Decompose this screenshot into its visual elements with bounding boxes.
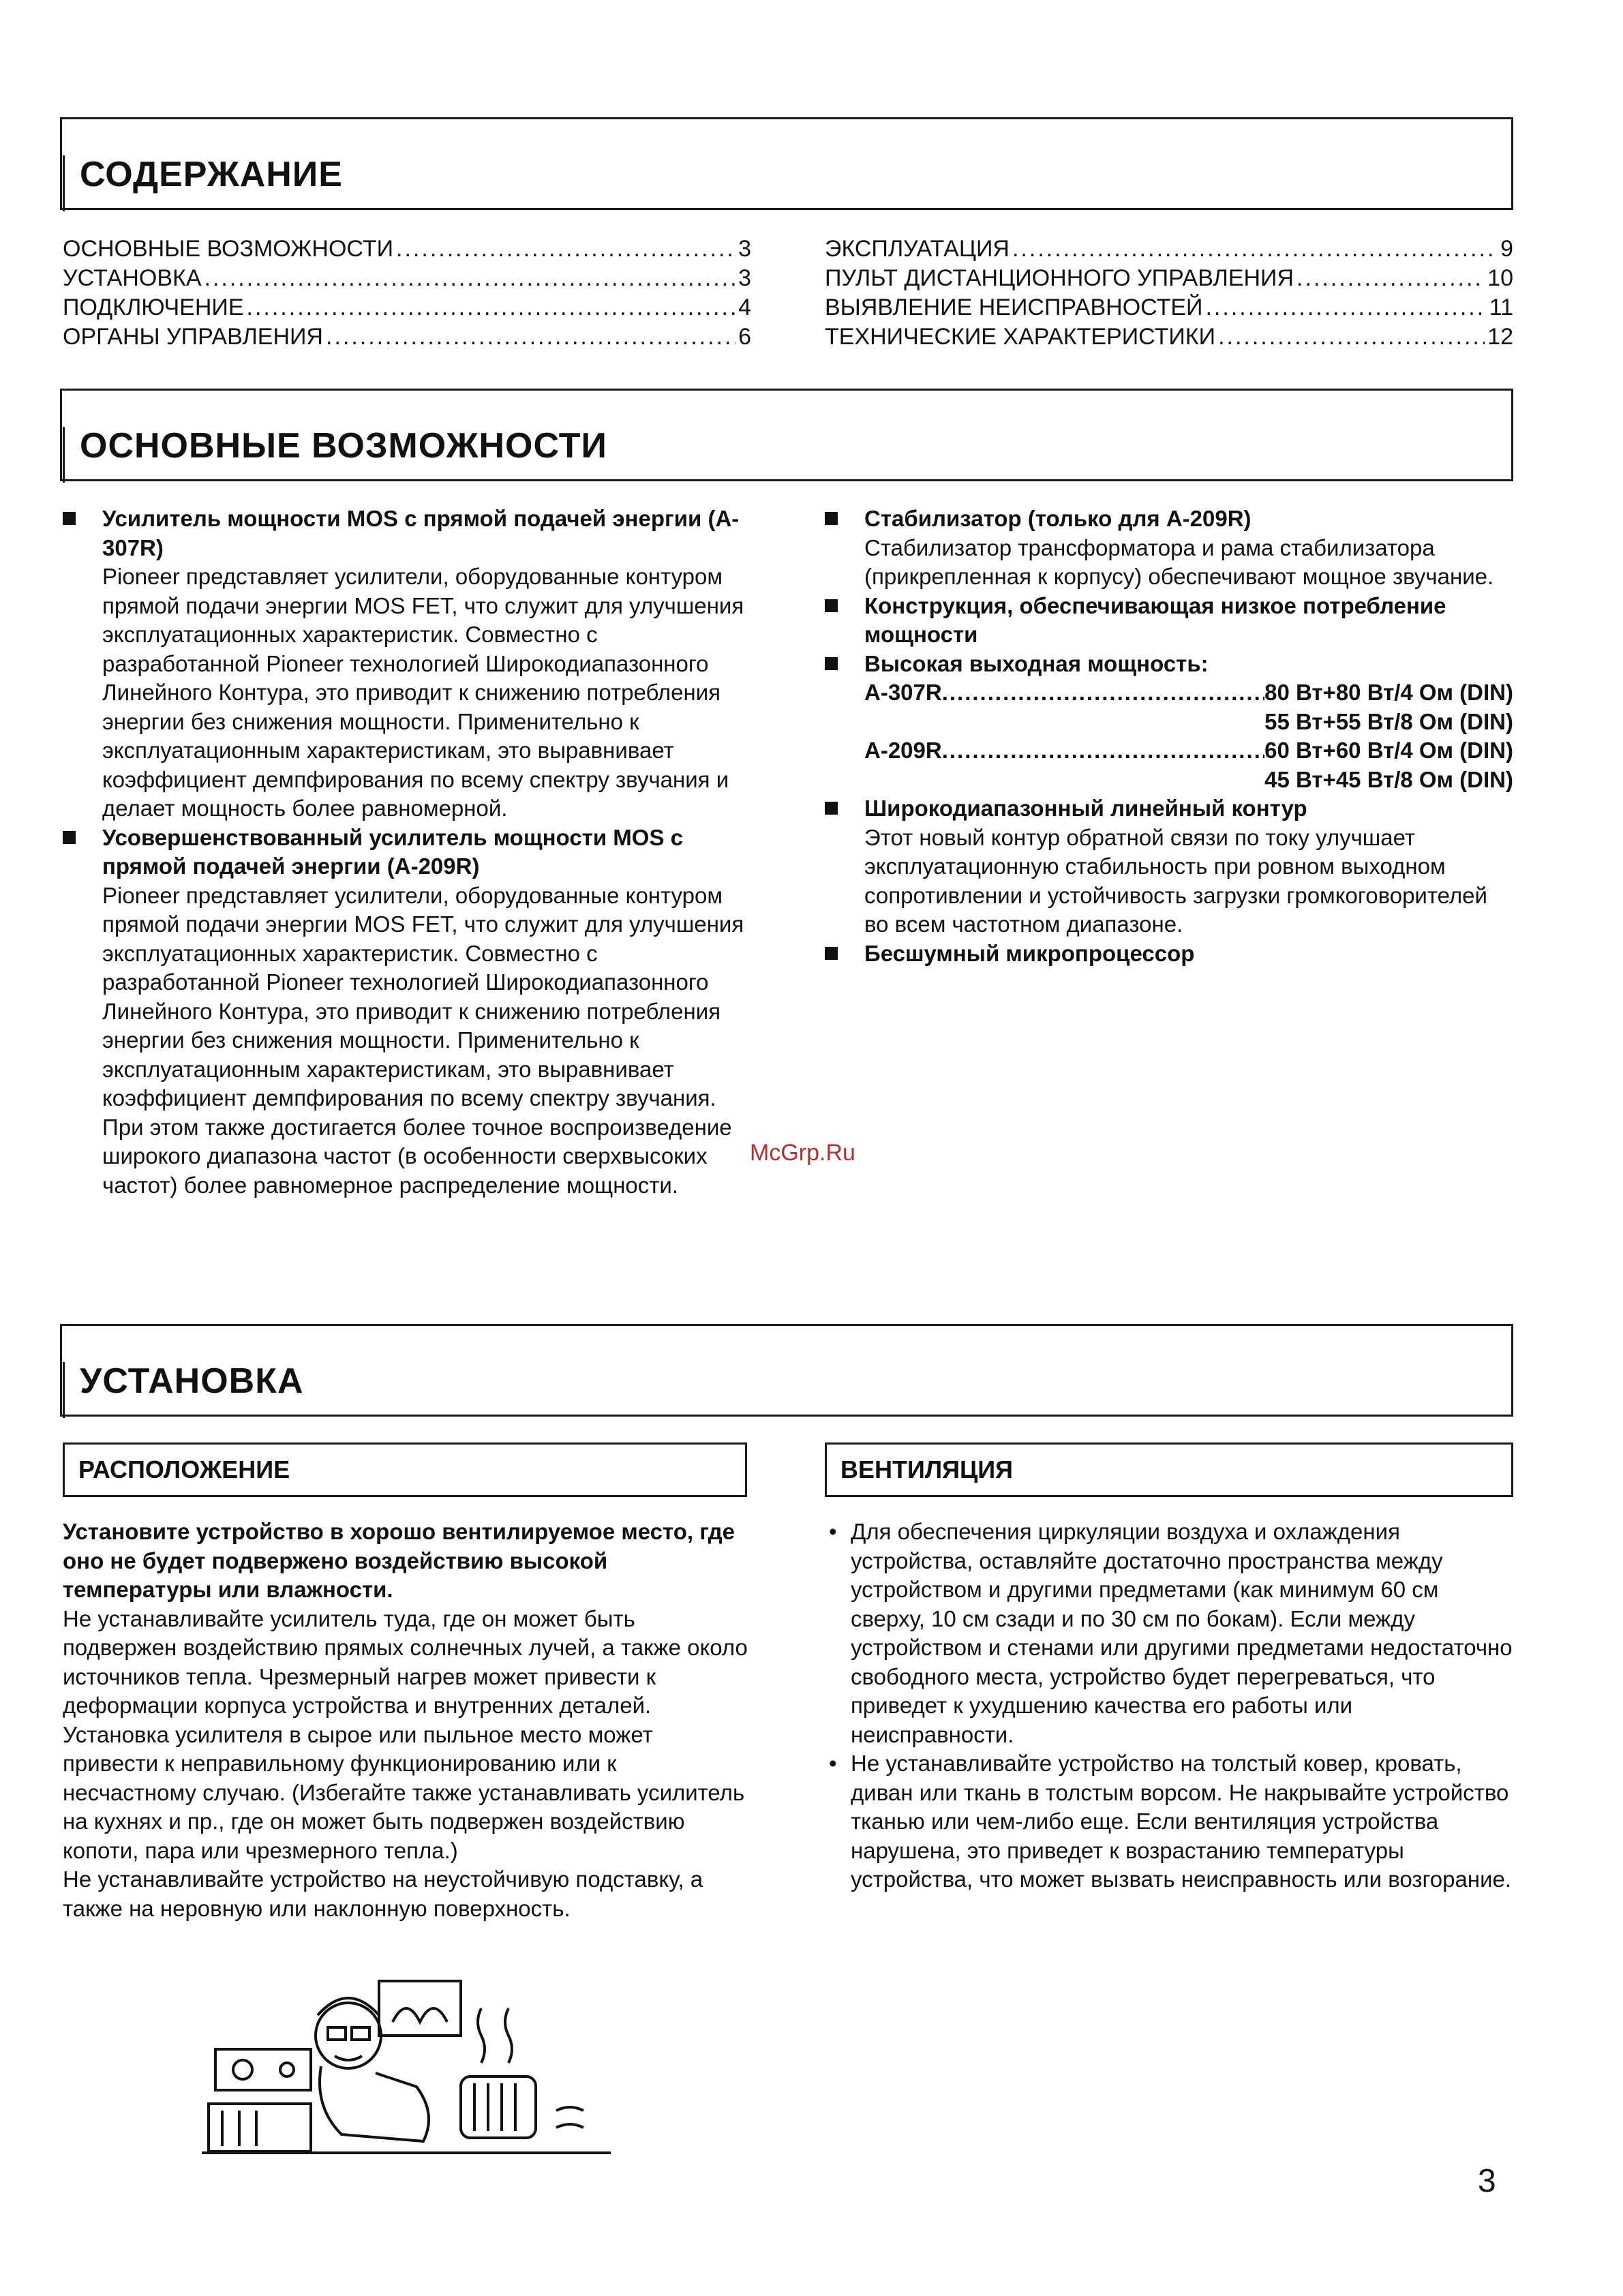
ventilation-heading: ВЕНТИЛЯЦИЯ	[825, 1442, 1513, 1497]
feature-body: Этот новый контур обратной связи по току улучшает эксплуатационную стабильность при ровном выходном сопротивлении и устойчивость загрузки громкоговорителей во всем частотном диапазоне.	[864, 824, 1487, 937]
feature-heading: Конструкция, обеспечивающая низкое потребление мощности	[864, 592, 1446, 647]
feature-item	[825, 592, 1513, 650]
toc-entry[interactable]: ПУЛЬТ ДИСТАНЦИОННОГО УПРАВЛЕНИЯ ..... 10	[825, 264, 1513, 293]
toc-entry[interactable]: ОСНОВНЫЕ ВОЗМОЖНОСТИ ..... 3	[63, 235, 751, 264]
toc-right-column	[825, 235, 1513, 352]
spec-value: 55 Вт+55 Вт/8 Ом (DIN)	[1264, 708, 1513, 734]
feature-heading: Стабилизатор (только для А-209R)	[864, 506, 1252, 531]
location-body: Не устанавливайте усилитель туда, где он может быть подвержен воздействию прямых солнечных лучей, а также около источников тепла. Чрезмерный нагрев может привести к деформации корпуса устройства и внутренних деталей. Установка усилителя в сырое или пыльное место может привести к неправильному функционированию или к несчастному случаю. (Избегайте также устанавливать усилитель на кухнях и пр., где он может быть подвержен воздействию копоти, пара или чрезмерного тепла.)	[63, 1605, 748, 1863]
toc-left-column	[63, 235, 751, 352]
feature-body: Pioneer представляет усилители, оборудованные контуром прямой подачи энергии MOS FET, что служит для улучшения эксплуатационных характеристик. Совместно с разработанной Pioneer технологией Широкодиапазонного Линейного Контура, это приводит к снижению потребления энергии без снижения мощности. Применительно к эксплуатационным характеристикам, это выравнивает коэффициент демпфирования по всему спектру звучания и делает мощность более равномерной.	[102, 564, 744, 821]
features-left-column	[63, 504, 744, 1200]
toc-entry[interactable]: ВЫЯВЛЕНИЕ НЕИСПРАВНОСТЕЙ ..... 11	[825, 293, 1513, 322]
spec-row	[864, 678, 1513, 708]
spec-value: 45 Вт+45 Вт/8 Ом (DIN)	[1264, 766, 1513, 792]
toc-entry[interactable]: ТЕХНИЧЕСКИЕ ХАРАКТЕРИСТИКИ ..... 12	[825, 322, 1513, 352]
toc-entry[interactable]: ПОДКЛЮЧЕНИЕ ..... 4	[63, 293, 751, 322]
location-lead: Установите устройство в хорошо вентилируемое место, где оно не будет подвержено воздействию высокой температуры или влажности.	[63, 1519, 735, 1602]
spec-row	[864, 736, 1513, 766]
output-spec-table	[825, 678, 1513, 794]
spec-value: 80 Вт+80 Вт/4 Ом (DIN)	[1264, 680, 1513, 705]
spec-model: A-209R	[864, 738, 942, 763]
toc-entry[interactable]: ОРГАНЫ УПРАВЛЕНИЯ ..... 6	[63, 322, 751, 352]
ventilation-item: • Не устанавливайте устройство на толстый ковер, кровать, диван или ткань в толстым ворсом. Не накрывайте устройство тканью или чем-либо еще. Если вентиляция устройства нарушена, это приведет к возрастанию температуры устройства, что может вызвать неисправность или возгорание.	[829, 1749, 1513, 1894]
bullet-square-icon	[63, 512, 76, 525]
features-right-column	[825, 504, 1513, 968]
feature-body: Pioneer представляет усилители, оборудованные контуром прямой подачи энергии MOS FET, что служит для улучшения эксплуатационных характеристик. Совместно с разработанной Pioneer технологией Широкодиапазонного Линейного Контура, это приводит к снижению потребления энергии без снижения мощности. Применительно к эксплуатационным характеристикам, это выравнивает коэффициент демпфирования по всему спектру звучания. При этом также достигается более точное воспроизведение широкого диапазона частот (в особенности сверхвысоких частот) более равномерное распределение мощности.	[102, 882, 744, 1198]
watermark-link[interactable]: McGrp.Ru	[750, 1140, 855, 1166]
feature-item	[825, 939, 1513, 969]
bullet-square-icon	[825, 657, 838, 670]
feature-item	[825, 650, 1513, 679]
bullet-square-icon	[825, 947, 838, 960]
bullet-square-icon	[63, 831, 76, 844]
spec-value: 60 Вт+60 Вт/4 Ом (DIN)	[1264, 738, 1513, 763]
page-number: 3	[1478, 2163, 1496, 2199]
feature-body: Стабилизатор трансформатора и рама стабилизатора (прикрепленная к корпусу) обеспечивают мощное звучание.	[864, 534, 1494, 589]
location-heading: РАСПОЛОЖЕНИЕ	[63, 1442, 747, 1497]
bullet-square-icon	[825, 599, 838, 612]
features-title: ОСНОВНЫЕ ВОЗМОЖНОСТИ	[63, 427, 607, 483]
feature-heading: Широкодиапазонный линейный контур	[864, 796, 1307, 821]
feature-heading: Усовершенствованный усилитель мощности MOS с прямой подачей энергии (A-209R)	[102, 824, 683, 879]
feature-item	[63, 504, 744, 824]
location-text	[63, 1517, 751, 1923]
feature-heading: Бесшумный микропроцессор	[864, 940, 1195, 966]
bullet-square-icon	[825, 512, 838, 525]
feature-item	[825, 794, 1513, 939]
bullet-square-icon	[825, 802, 838, 815]
feature-item	[825, 504, 1513, 592]
ventilation-text	[829, 1517, 1513, 1894]
toc-entry[interactable]: ЭКСПЛУАТАЦИЯ ..... 9	[825, 235, 1513, 264]
feature-heading: Высокая выходная мощность:	[864, 650, 1209, 676]
heat-warning-illustration	[202, 1961, 611, 2158]
spec-model: A-307R	[864, 680, 942, 705]
feature-item	[63, 824, 744, 1200]
location-body: Не устанавливайте устройство на неустойчивую подставку, а также на неровную или наклонную поверхность.	[63, 1867, 703, 1921]
feature-heading: Усилитель мощности MOS с прямой подачей энергии (A-307R)	[102, 506, 740, 560]
install-title: УСТАНОВКА	[63, 1362, 304, 1418]
toc-entry[interactable]: УСТАНОВКА ..... 3	[63, 264, 751, 293]
toc-title: СОДЕРЖАНИЕ	[63, 155, 343, 211]
ventilation-item: • Для обеспечения циркуляции воздуха и охлаждения устройства, оставляйте достаточно пространства между устройством и другими предметами (как минимум 60 см сверху, 10 см сзади и по 30 см по бокам). Если между устройством и стенами или другими предметами недостаточно свободного места, устройство будет перегреваться, что приведет к ухудшению качества его работы или неисправности.	[829, 1517, 1513, 1749]
